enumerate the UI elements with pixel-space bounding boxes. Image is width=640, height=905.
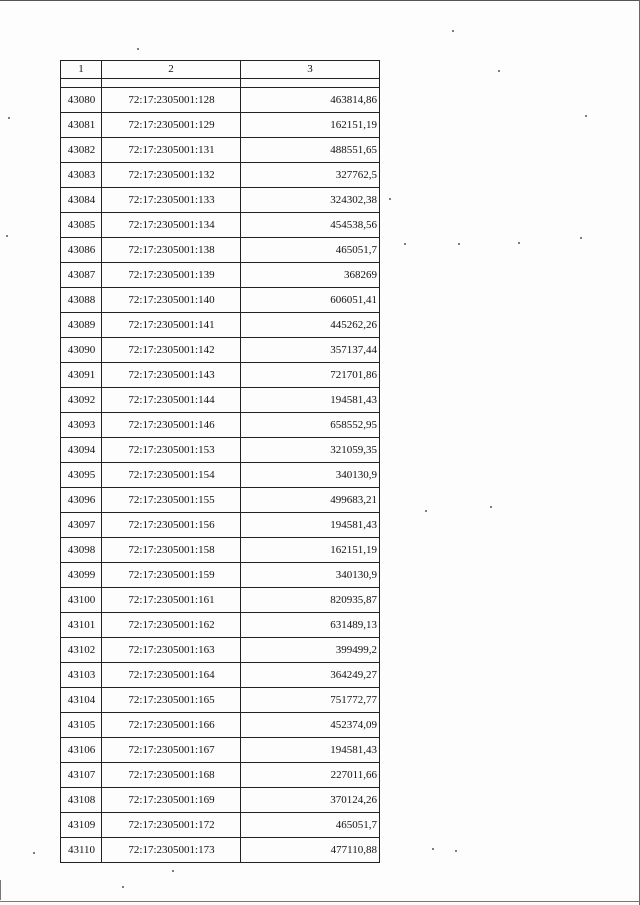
table-row [61, 213, 380, 238]
table-row [61, 513, 380, 538]
scan-speck [137, 48, 139, 50]
table-row [61, 813, 380, 838]
row-number: 43108 [61, 788, 102, 813]
cadastral-value: 194581,43 [241, 513, 380, 538]
row-number: 43086 [61, 238, 102, 263]
table-row [61, 563, 380, 588]
cadastral-number: 72:17:2305001:141 [102, 313, 241, 338]
cadastral-value: 370124,26 [241, 788, 380, 813]
cadastral-value: 194581,43 [241, 738, 380, 763]
row-number: 43103 [61, 663, 102, 688]
scan-speck [8, 117, 10, 119]
cadastral-number: 72:17:2305001:142 [102, 338, 241, 363]
table-row [61, 763, 380, 788]
row-number: 43099 [61, 563, 102, 588]
table-row [61, 613, 380, 638]
row-number: 43109 [61, 813, 102, 838]
cadastral-value: 162151,19 [241, 113, 380, 138]
header-spacer [61, 79, 380, 88]
cadastral-number: 72:17:2305001:159 [102, 563, 241, 588]
cadastral-value: 364249,27 [241, 663, 380, 688]
table-row [61, 313, 380, 338]
table-row [61, 738, 380, 763]
cadastral-value: 368269 [241, 263, 380, 288]
scan-speck [6, 235, 8, 237]
row-number: 43087 [61, 263, 102, 288]
row-number: 43107 [61, 763, 102, 788]
cadastral-value: 454538,56 [241, 213, 380, 238]
cadastral-number: 72:17:2305001:165 [102, 688, 241, 713]
row-number: 43094 [61, 438, 102, 463]
table-row [61, 638, 380, 663]
cadastral-value: 499683,21 [241, 488, 380, 513]
row-number: 43083 [61, 163, 102, 188]
column-header-2: 2 [102, 61, 241, 79]
row-number: 43081 [61, 113, 102, 138]
table-row [61, 438, 380, 463]
scan-speck [580, 237, 582, 239]
row-number: 43091 [61, 363, 102, 388]
row-number: 43084 [61, 188, 102, 213]
row-number: 43106 [61, 738, 102, 763]
cadastral-number: 72:17:2305001:173 [102, 838, 241, 863]
row-number: 43093 [61, 413, 102, 438]
scan-speck [432, 848, 434, 850]
cadastral-number: 72:17:2305001:143 [102, 363, 241, 388]
cadastral-value: 357137,44 [241, 338, 380, 363]
cadastral-value: 465051,7 [241, 238, 380, 263]
cadastral-number: 72:17:2305001:140 [102, 288, 241, 313]
scan-speck [404, 243, 406, 245]
row-number: 43105 [61, 713, 102, 738]
cadastral-number: 72:17:2305001:132 [102, 163, 241, 188]
cadastral-number: 72:17:2305001:138 [102, 238, 241, 263]
scan-speck [122, 886, 124, 888]
cadastral-number: 72:17:2305001:129 [102, 113, 241, 138]
cadastral-value: 399499,2 [241, 638, 380, 663]
table-row [61, 413, 380, 438]
cadastral-number: 72:17:2305001:161 [102, 588, 241, 613]
cadastral-value: 452374,09 [241, 713, 380, 738]
column-header-1: 1 [61, 61, 102, 79]
cadastral-number: 72:17:2305001:153 [102, 438, 241, 463]
table-row [61, 138, 380, 163]
cadastral-table [60, 60, 380, 863]
cadastral-value: 194581,43 [241, 388, 380, 413]
row-number: 43104 [61, 688, 102, 713]
scan-speck [389, 198, 391, 200]
cadastral-number: 72:17:2305001:146 [102, 413, 241, 438]
cadastral-number: 72:17:2305001:158 [102, 538, 241, 563]
table-row [61, 463, 380, 488]
table-row [61, 788, 380, 813]
row-number: 43100 [61, 588, 102, 613]
table-row [61, 363, 380, 388]
row-number: 43085 [61, 213, 102, 238]
cadastral-number: 72:17:2305001:131 [102, 138, 241, 163]
header-row [61, 61, 380, 79]
table-row [61, 388, 380, 413]
scan-speck [518, 242, 520, 244]
cadastral-number: 72:17:2305001:139 [102, 263, 241, 288]
cadastral-value: 606051,41 [241, 288, 380, 313]
scan-speck [452, 30, 454, 32]
table-row [61, 188, 380, 213]
cadastral-value: 227011,66 [241, 763, 380, 788]
cadastral-value: 465051,7 [241, 813, 380, 838]
column-header-3: 3 [241, 61, 380, 79]
table-row [61, 238, 380, 263]
scan-speck [458, 243, 460, 245]
scan-speck [585, 115, 587, 117]
table-row [61, 263, 380, 288]
cadastral-value: 631489,13 [241, 613, 380, 638]
table-row [61, 338, 380, 363]
row-number: 43097 [61, 513, 102, 538]
row-number: 43101 [61, 613, 102, 638]
table-body [61, 88, 380, 863]
cadastral-value: 327762,5 [241, 163, 380, 188]
cadastral-number: 72:17:2305001:162 [102, 613, 241, 638]
cadastral-number: 72:17:2305001:172 [102, 813, 241, 838]
row-number: 43102 [61, 638, 102, 663]
table-row [61, 663, 380, 688]
cadastral-number: 72:17:2305001:144 [102, 388, 241, 413]
row-number: 43110 [61, 838, 102, 863]
cadastral-value: 658552,95 [241, 413, 380, 438]
cadastral-number: 72:17:2305001:163 [102, 638, 241, 663]
scan-speck [498, 70, 500, 72]
cadastral-value: 721701,86 [241, 363, 380, 388]
cadastral-value: 463814,86 [241, 88, 380, 113]
cadastral-value: 751772,77 [241, 688, 380, 713]
table-row [61, 488, 380, 513]
row-number: 43089 [61, 313, 102, 338]
cadastral-value: 324302,38 [241, 188, 380, 213]
cadastral-value: 321059,35 [241, 438, 380, 463]
cadastral-number: 72:17:2305001:164 [102, 663, 241, 688]
cadastral-value: 820935,87 [241, 588, 380, 613]
row-number: 43082 [61, 138, 102, 163]
cadastral-number: 72:17:2305001:154 [102, 463, 241, 488]
table-row [61, 538, 380, 563]
scan-speck [490, 506, 492, 508]
cadastral-value: 340130,9 [241, 463, 380, 488]
table-row [61, 288, 380, 313]
scan-speck [455, 850, 457, 852]
table-row [61, 113, 380, 138]
table-row [61, 588, 380, 613]
cadastral-value: 445262,26 [241, 313, 380, 338]
table-row [61, 688, 380, 713]
row-number: 43088 [61, 288, 102, 313]
cadastral-value: 162151,19 [241, 538, 380, 563]
table-row [61, 713, 380, 738]
scan-edge-left [0, 880, 1, 900]
scan-speck [33, 852, 35, 854]
cadastral-value: 340130,9 [241, 563, 380, 588]
row-number: 43095 [61, 463, 102, 488]
row-number: 43098 [61, 538, 102, 563]
row-number: 43092 [61, 388, 102, 413]
cadastral-value: 477110,88 [241, 838, 380, 863]
cadastral-number: 72:17:2305001:133 [102, 188, 241, 213]
cadastral-number: 72:17:2305001:167 [102, 738, 241, 763]
table-row [61, 163, 380, 188]
scan-edge-bottom [0, 901, 640, 902]
cadastral-number: 72:17:2305001:155 [102, 488, 241, 513]
row-number: 43090 [61, 338, 102, 363]
row-number: 43080 [61, 88, 102, 113]
scan-edge-top [0, 0, 640, 1]
row-number: 43096 [61, 488, 102, 513]
cadastral-number: 72:17:2305001:169 [102, 788, 241, 813]
cadastral-number: 72:17:2305001:128 [102, 88, 241, 113]
cadastral-number: 72:17:2305001:156 [102, 513, 241, 538]
cadastral-number: 72:17:2305001:168 [102, 763, 241, 788]
cadastral-number: 72:17:2305001:166 [102, 713, 241, 738]
cadastral-number: 72:17:2305001:134 [102, 213, 241, 238]
table-row [61, 838, 380, 863]
table-row [61, 88, 380, 113]
scan-speck [425, 510, 427, 512]
scan-speck [172, 870, 174, 872]
cadastral-value: 488551,65 [241, 138, 380, 163]
